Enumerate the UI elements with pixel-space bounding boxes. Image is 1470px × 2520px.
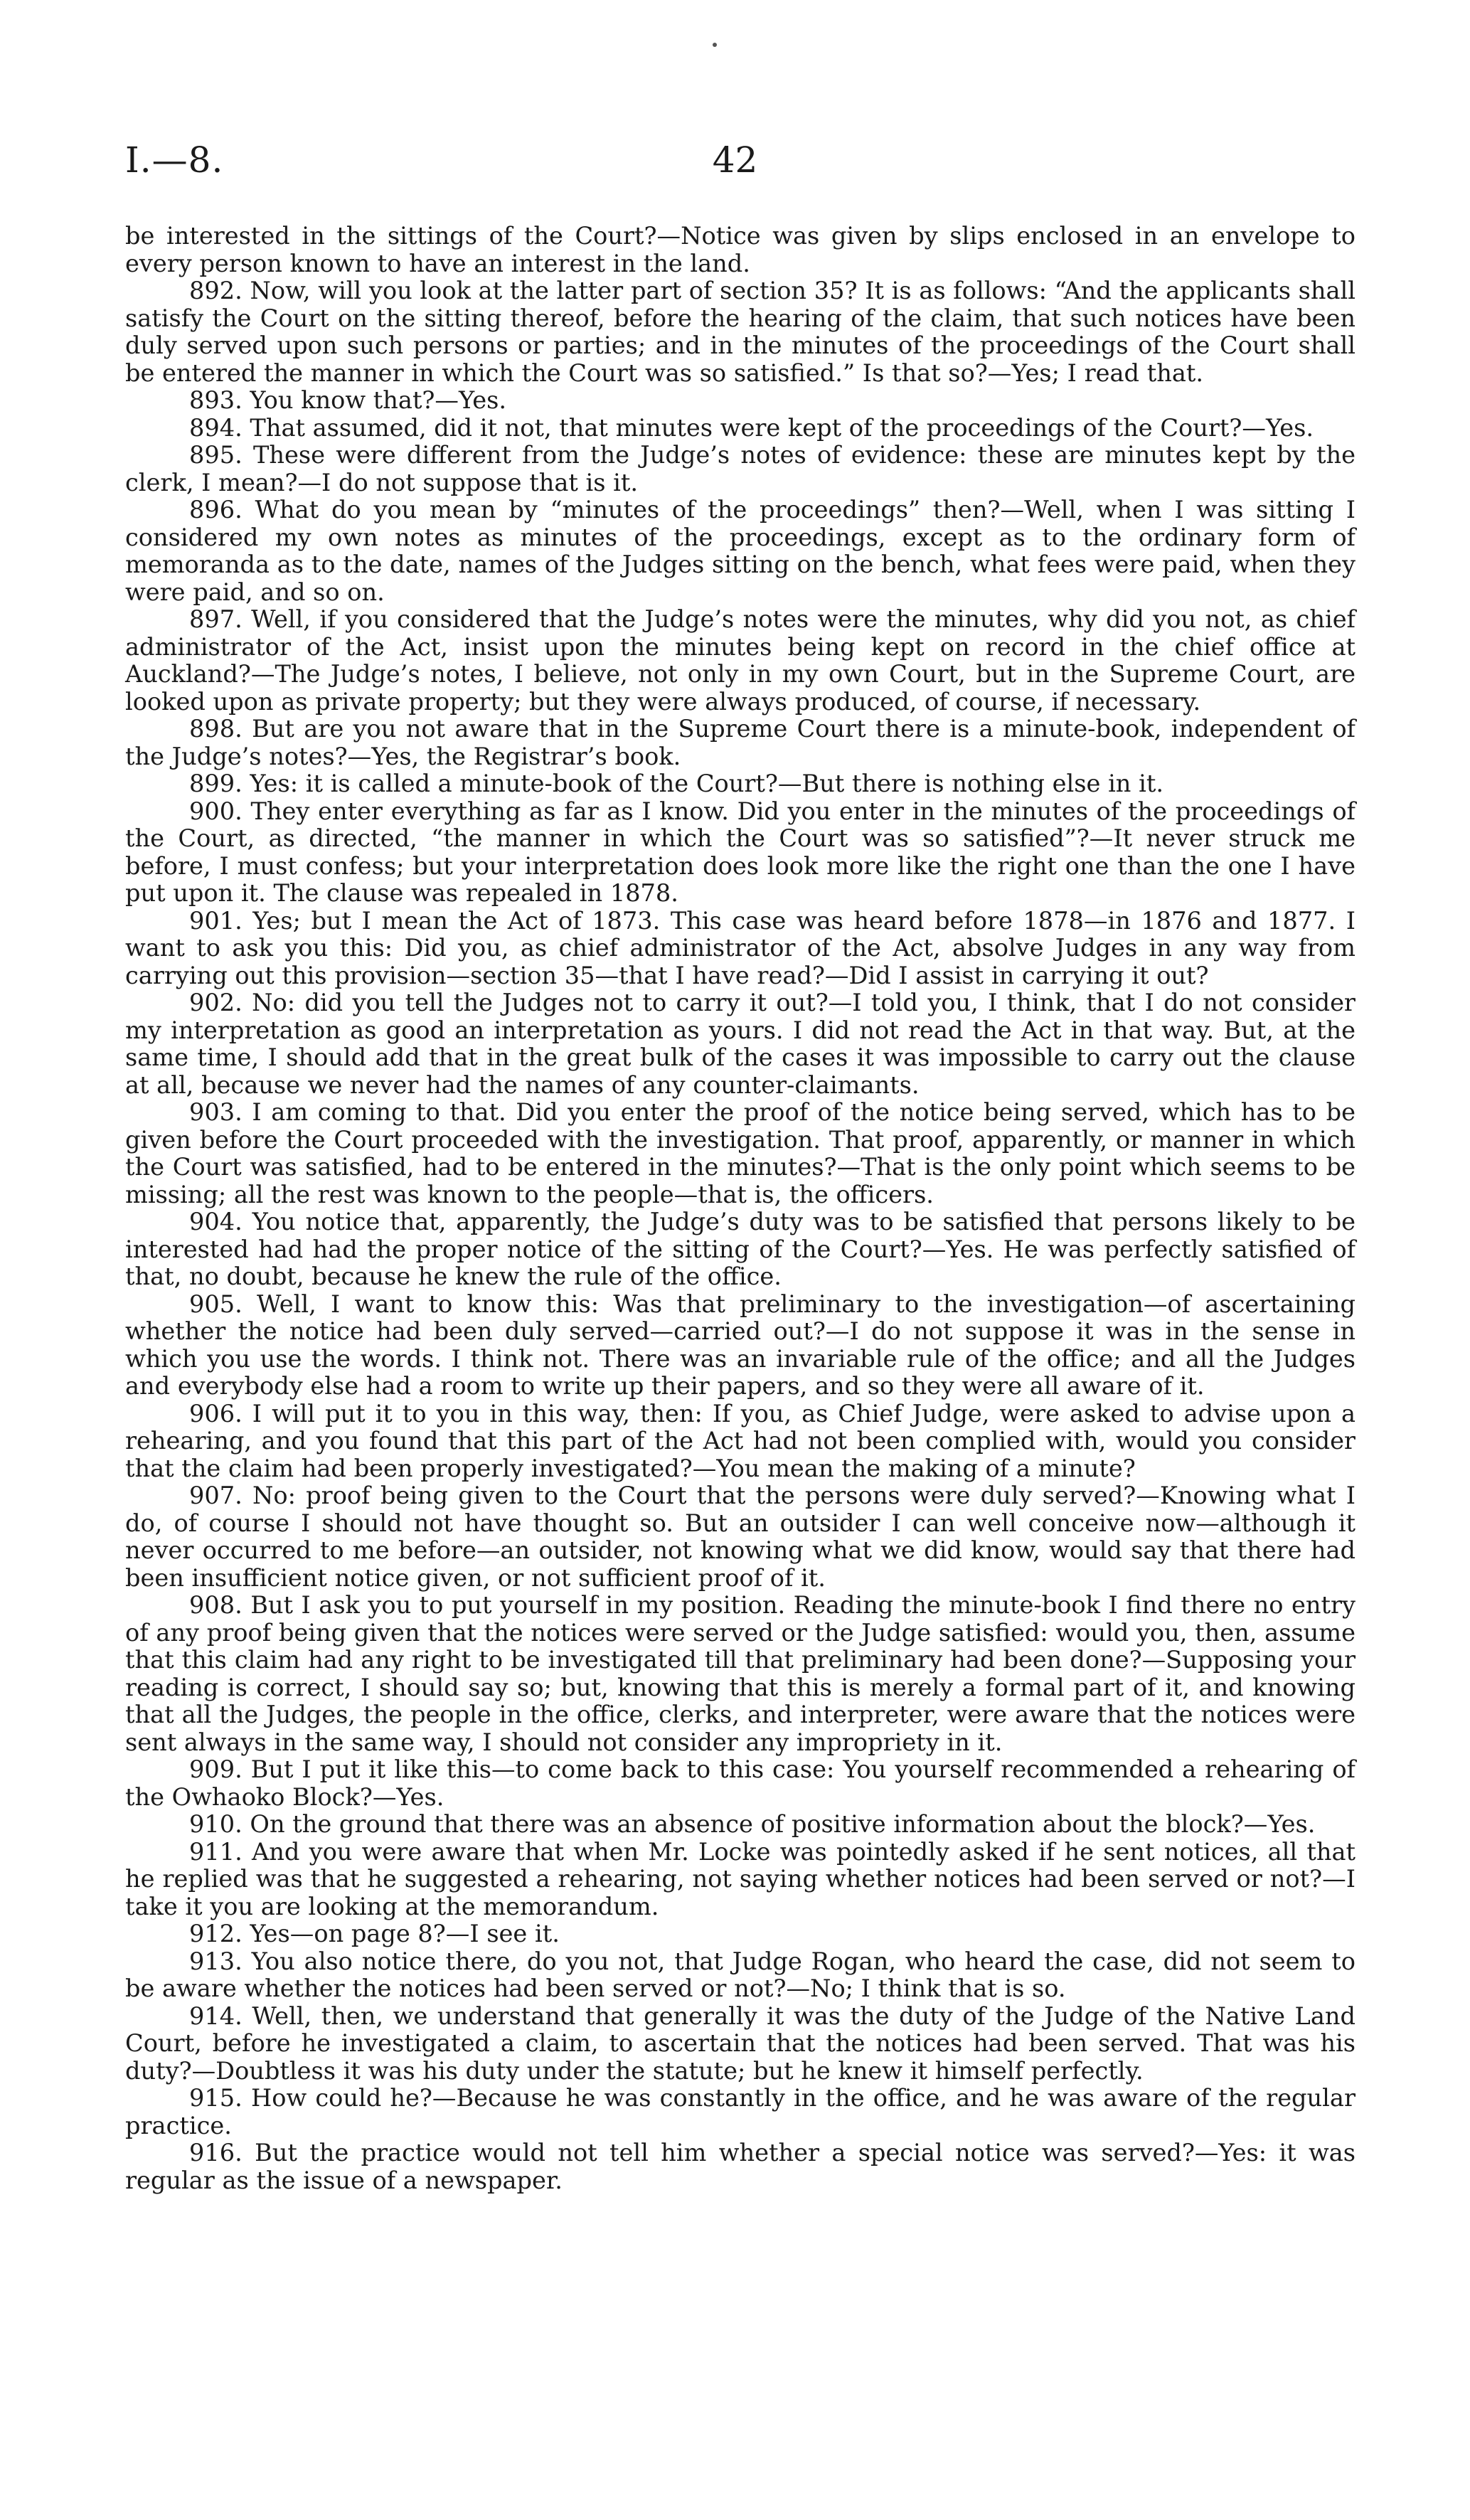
paragraph-905: 905. Well, I want to know this: Was that preliminary to the investigation—of ascertaining whether the notice had been duly served—carried out?—I do not suppose it was in the sense in which you use the words. I think not. There was an invariable rule of the office; and all the Judges and everybody else had a room to write up their papers, and so they were all aware of it. (125, 1290, 1356, 1400)
page-header (125, 139, 1345, 196)
scan-speck (713, 43, 717, 47)
paragraph-906: 906. I will put it to you in this way, then: If you, as Chief Judge, were asked to advise upon a rehearing, and you found that this part of the Act had not been complied with, would you consider that the claim had been properly investigated?—You mean the making of a minute? (125, 1399, 1356, 1482)
paragraph-896: 896. What do you mean by “minutes of the proceedings” then?—Well, when I was sitting I considered my own notes as minutes of the proceedings, except as to the ordinary form of memoranda as to the date, names of the Judges sitting on the bench, what fees were paid, when they were paid, and so on. (125, 496, 1356, 606)
paragraph-895: 895. These were different from the Judge’s notes of evidence: these are minutes kept by the clerk, I mean?—I do not suppose that is it. (125, 441, 1356, 496)
paragraph-892: 892. Now, will you look at the latter part of section 35? It is as follows: “And the applicants shall satisfy the Court on the sitting thereof, before the hearing of the claim, that such notices have been duly served upon such persons or parties; and in the minutes of the proceedings of the Court shall be entered the manner in which the Court was so satisfied.” Is that so?—Yes; I read that. (125, 277, 1356, 387)
paragraph-900: 900. They enter everything as far as I know. Did you enter in the minutes of the proceedings of the Court, as directed, “the manner in which the Court was so satisfied”?—It never struck me before, I must confess; but your interpretation does look more like the right one than the one I have put upon it. The clause was repealed in 1878. (125, 797, 1356, 907)
paragraph-898: 898. But are you not aware that in the Supreme Court there is a minute-book, independent of the Judge’s notes?—Yes, the Registrar’s book. (125, 715, 1356, 770)
paragraph-912: 912. Yes—on page 8?—I see it. (189, 1920, 560, 1947)
paragraph-907: 907. No: proof being given to the Court that the persons were duly served?—Knowing what I do, of course I should not have thought so. But an outsider I can well conceive now—although it never occurred to me before—an outsider, not knowing what we did know, would say that there had been insufficient notice given, or not sufficient proof of it. (125, 1482, 1356, 1592)
paragraph-897: 897. Well, if you considered that the Judge’s notes were the minutes, why did you not, as chief administrator of the Act, insist upon the minutes being kept on record in the chief office at Auckland?—The Judge’s notes, I believe, not only in my own Court, but in the Supreme Court, are looked upon as private property; but they were always produced, of course, if necessary. (125, 605, 1356, 716)
document-reference: I.—8. (125, 139, 224, 181)
paragraph-903: 903. I am coming to that. Did you enter the proof of the notice being served, which has to be given before the Court proceeded with the investigation. That proof, apparently, or manner in which the Court was satisfied, had to be entered in the minutes?—That is the only point which seems to be missing; all the rest was known to the people—that is, the officers. (125, 1098, 1356, 1208)
paragraph-continuation: be interested in the sittings of the Court?—Notice was given by slips enclosed in an envelope to every person known to have an interest in the land. (125, 222, 1356, 277)
paragraph-913: 913. You also notice there, do you not, that Judge Rogan, who heard the case, did not seem to be aware whether the notices had been served or not?—No; I think that is so. (125, 1947, 1356, 2002)
paragraph-893: 893. You know that?—Yes. (189, 386, 507, 414)
paragraph-904: 904. You notice that, apparently, the Judge’s duty was to be satisfied that persons likely to be interested had had the proper notice of the sitting of the Court?—Yes. He was perfectly satisfied of that, no doubt, because he knew the rule of the office. (125, 1208, 1356, 1290)
paragraph-916: 916. But the practice would not tell him whether a special notice was served?—Yes: it was regular as the issue of a newspaper. (125, 2139, 1356, 2194)
paragraph-914: 914. Well, then, we understand that generally it was the duty of the Judge of the Native Land Court, before he investigated a claim, to ascertain that the notices had been served. That was his duty?—Doubtless it was his duty under the statute; but he knew it himself perfectly. (125, 2001, 1356, 2085)
paragraph-911: 911. And you were aware that when Mr. Locke was pointedly asked if he sent notices, all that he replied was that he suggested a rehearing, not saying whether notices had been served or not?—I take it you are looking at the memorandum. (125, 1837, 1356, 1920)
paragraph-902: 902. No: did you tell the Judges not to carry it out?—I told you, I think, that I do not consider my interpretation as good an interpretation as yours. I did not read the Act in that way. But, at the same time, I should add that in the great bulk of the cases it was impossible to carry out the clause at all, because we never had the names of any counter-claimants. (125, 989, 1356, 1099)
paragraph-915: 915. How could he?—Because he was constantly in the office, and he was aware of the regular practice. (125, 2084, 1356, 2139)
page-number: 42 (712, 139, 758, 181)
paragraph-908: 908. But I ask you to put yourself in my position. Reading the minute-book I find there no entry of any proof being given that the notices were served or the Judge satisfied: would you, then, assume that this claim had any right to be investigated till that preliminary had been done?—Supposing your reading is correct, I should say so; but, knowing that this is merely a formal part of it, and knowing that all the Judges, the people in the office, clerks, and interpreter, were aware that the notices were sent always in the same way, I should not consider any impropriety in it. (125, 1591, 1356, 1756)
paragraph-899: 899. Yes: it is called a minute-book of the Court?—But there is nothing else in it. (189, 770, 1164, 797)
paragraph-894: 894. That assumed, did it not, that minutes were kept of the proceedings of the Court?—Yes. (189, 413, 1314, 442)
paragraph-909: 909. But I put it like this—to come back to this case: You yourself recommended a rehearing of the Owhaoko Block?—Yes. (125, 1755, 1356, 1811)
paragraph-910: 910. On the ground that there was an absence of positive information about the block?—Yes. (189, 1810, 1316, 1838)
paragraph-901: 901. Yes; but I mean the Act of 1873. This case was heard before 1878—in 1876 and 1877. I want to ask you this: Did you, as chief administrator of the Act, absolve Judges in any way from carrying out this provision—section 35—that I have read?—Did I assist in carrying it out? (125, 906, 1356, 989)
body-text (125, 223, 1356, 2194)
